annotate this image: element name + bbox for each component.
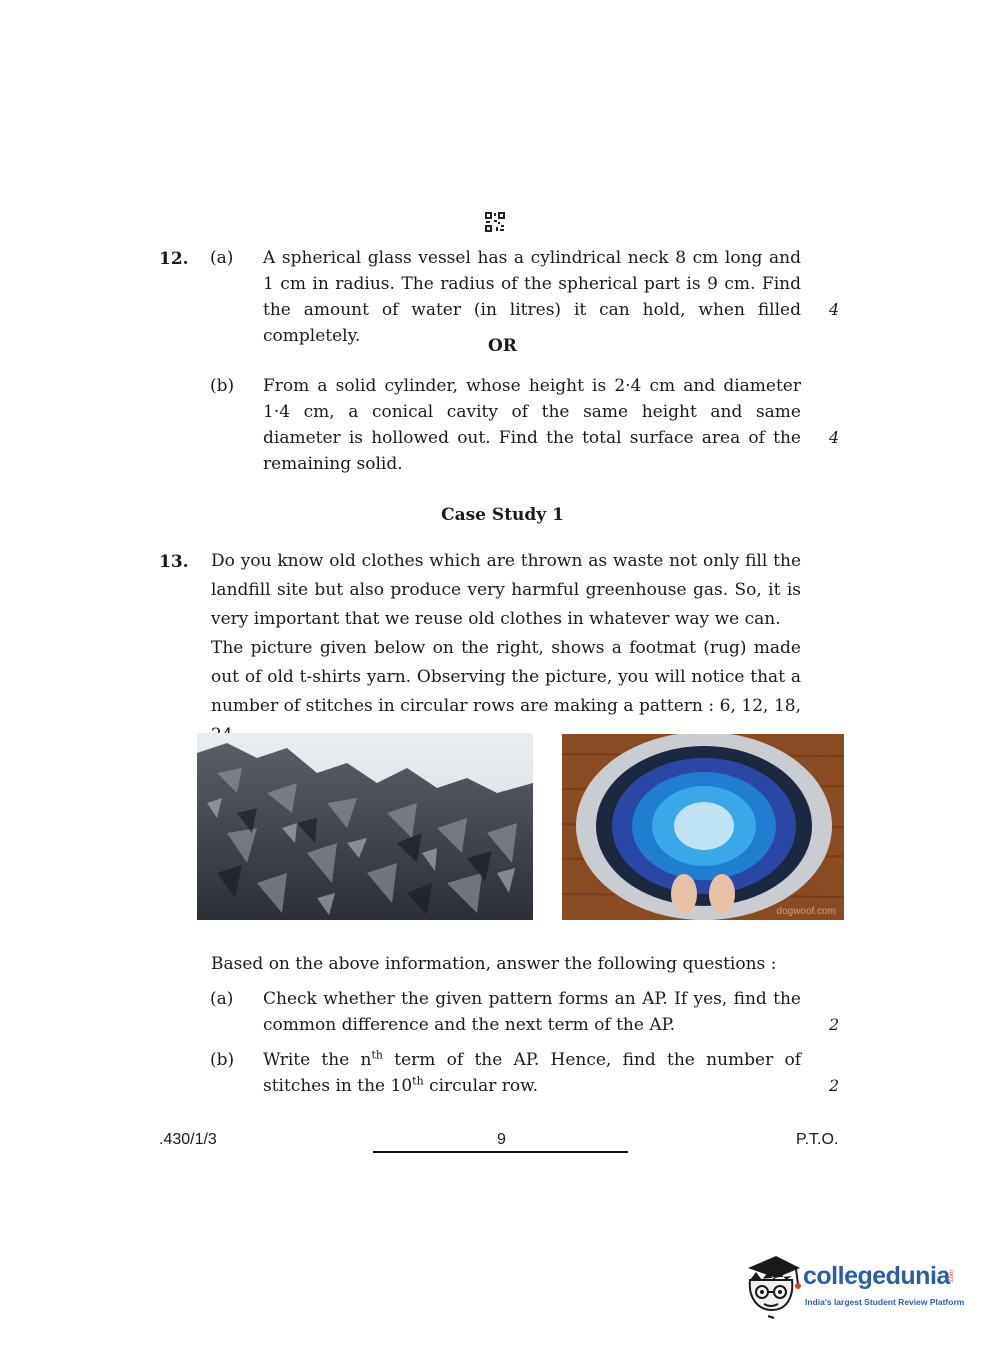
collegedunia-mascot-icon [742,1250,802,1320]
q13-instruction: Based on the above information, answer the following questions : [211,954,777,974]
paper-code: .430/1/3 [159,1131,217,1148]
q13-b-sup-1: th [371,1048,383,1062]
q13-part-b-label: (b) [210,1050,235,1070]
q13-paragraph-2: The picture given below on the right, shows a footmat (rug) made out of old t-shirts yarn. Observing the picture, you will notice that a number of stitches in circular rows are making a pattern : 6, 12, 18, [211,638,801,716]
image-watermark: dogwoof.com [776,906,836,917]
landfill-image [197,733,533,920]
q12-part-b-text: From a solid cylinder, whose height is 2·4 cm and diameter 1·4 cm, a conical cavity of the same height and same diameter is hollowed out. Find the total surface area of the remaining solid. [263,376,801,474]
case-study-title: Case Study 1 [441,505,564,525]
question-number-13: 13. [159,552,189,572]
footmat-rug-image [562,734,844,920]
q13-b-text-2: term of the AP. Hence, find the number of stitches in the 10 [263,1050,801,1096]
q13-part-a-marks: 2 [829,1015,840,1034]
brand-name: collegedunia [803,1262,950,1290]
q12-part-b-label: (b) [210,376,235,396]
q13-part-b-text [263,1047,801,1099]
q12-part-a-label: (a) [210,248,234,268]
q12-part-a-text: A spherical glass vessel has a cylindrical neck 8 cm long and 1 cm in radius. The radius of the spherical part is 9 cm. Find the amount of water (in litres) it can hold, when filled completely. [263,248,801,346]
qr-code [484,211,506,233]
q13-passage [211,547,801,750]
page-number: 9 [497,1131,506,1148]
pto-label: P.T.O. [796,1131,839,1148]
q13-paragraph-1: Do you know old clothes which are thrown as waste not only fill the landfill site but also produce very harmful greenhouse gas. So, it is very important that we reuse old clothes in whatever way we can. [211,551,801,629]
question-number-12: 12. [159,249,189,269]
q13-part-b-marks: 2 [829,1076,840,1095]
q13-part-a-label: (a) [210,989,234,1009]
q12-part-a-marks: 4 [829,300,840,319]
or-separator: OR [488,336,517,356]
brand-tagline: India's largest Student Review Platform [805,1297,965,1307]
footer-rule [373,1151,628,1153]
q13-b-sup-2: th [412,1074,424,1088]
q13-b-text-1: Write the n [263,1050,372,1070]
q12-part-b-marks: 4 [829,428,840,447]
q13-part-a-text: Check whether the given pattern forms an AP. If yes, find the common difference and the next term of the AP. [263,989,801,1035]
q13-b-text-3: circular row. [423,1076,539,1096]
brand-domain: .com [949,1269,955,1283]
